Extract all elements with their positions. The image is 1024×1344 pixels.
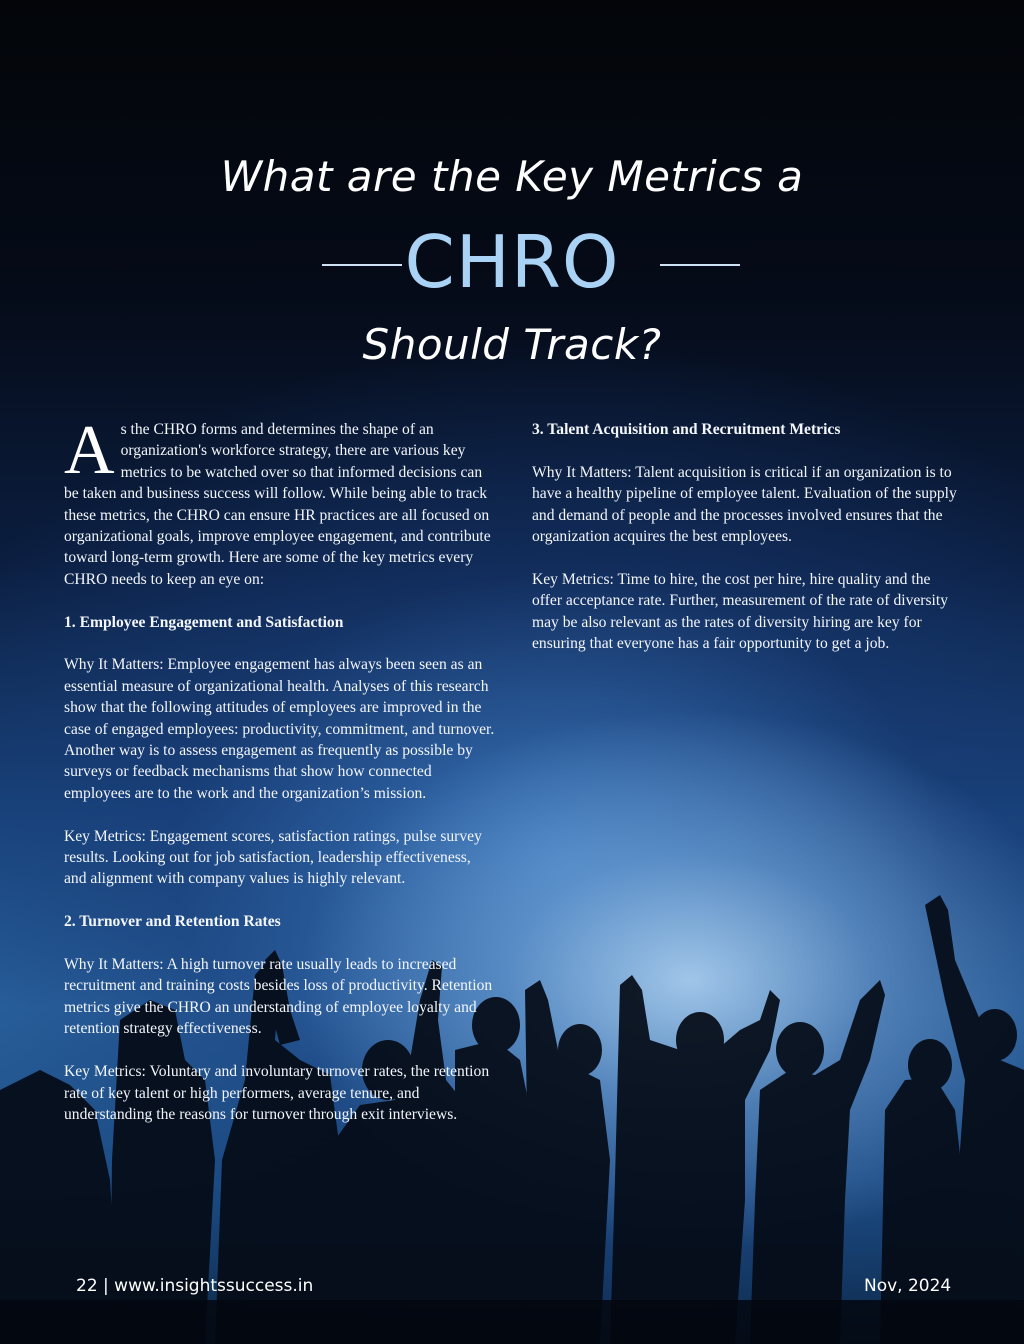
section-1-key-metrics: Key Metrics: Engagement scores, satisfaction ratings, pulse survey results. Looking out for job satisfaction, leadership effectiveness, and alignment with company values is highly relevant. [64,827,482,888]
title-chro: CHRO [404,220,620,304]
section-3-key-metrics: Key Metrics: Time to hire, the cost per hire, hire quality and the offer acceptance rate. Further, measurement of the rate of diversity may be also relevant as the rates of diversity hiring are key for ensuring that everyone has a fair opportunity to get a job. [532,570,949,653]
section-1-why: Why It Matters: Employee engagement has always been seen as an essential measure of organizational health. Analyses of this research show that the following attitudes of employees are improved in the case of engaged employees: productivity, commitment, and turnover. Another way is to assess engagement as frequently as possible by surveys or feedback mechanisms that show how connected employees are to the work and the organization’s mission. [64,656,495,802]
intro-paragraph [64,412,496,590]
section-2-heading: 2. Turnover and Retention Rates [64,913,281,931]
section-2-why: Why It Matters: A high turnover rate usually leads to increased recruitment and training costs besides loss of productivity. Retention metrics give the CHRO an understanding of employee loyalty and retention strategy effectiveness. [64,956,493,1038]
title-line-1: What are the Key Metrics a [220,152,804,201]
left-column [64,412,496,1147]
intro-text: s the CHRO forms and determines the shape of an organization's workforce strategy, there are various key metrics to be watched over so that informed decisions can be taken and business success will follow. While being able to track these metrics, the CHRO can ensure HR practices are all focused on organizational goals, improve employee engagement, and contribute toward long-term growth. Here are some of the key metrics every CHRO needs to keep an eye on: [64,421,491,588]
section-3-heading: 3. Talent Acquisition and Recruitment Metrics [532,421,841,438]
section-1-heading: 1. Employee Engagement and Satisfaction [64,613,344,631]
dropcap-letter: A [64,412,115,489]
footer-date: Nov, 2024 [864,1276,952,1296]
title-line-3: Should Track? [362,320,662,369]
right-column [532,419,964,676]
title-chro-row [0,220,1024,310]
section-3-why: Why It Matters: Talent acquisition is critical if an organization is to have a healthy pipeline of employee talent. Evaluation of the supply and demand of people and the processes involved ensures that the organization acquires the best employees. [532,463,957,546]
footer-page-and-url: 22 | www.insightssuccess.in [76,1276,314,1296]
title-rule-right [660,264,740,266]
section-2-key-metrics: Key Metrics: Voluntary and involuntary turnover rates, the retention rate of key talent or high performers, average tenure, and understanding the reasons for turnover through exit interviews. [64,1063,490,1123]
